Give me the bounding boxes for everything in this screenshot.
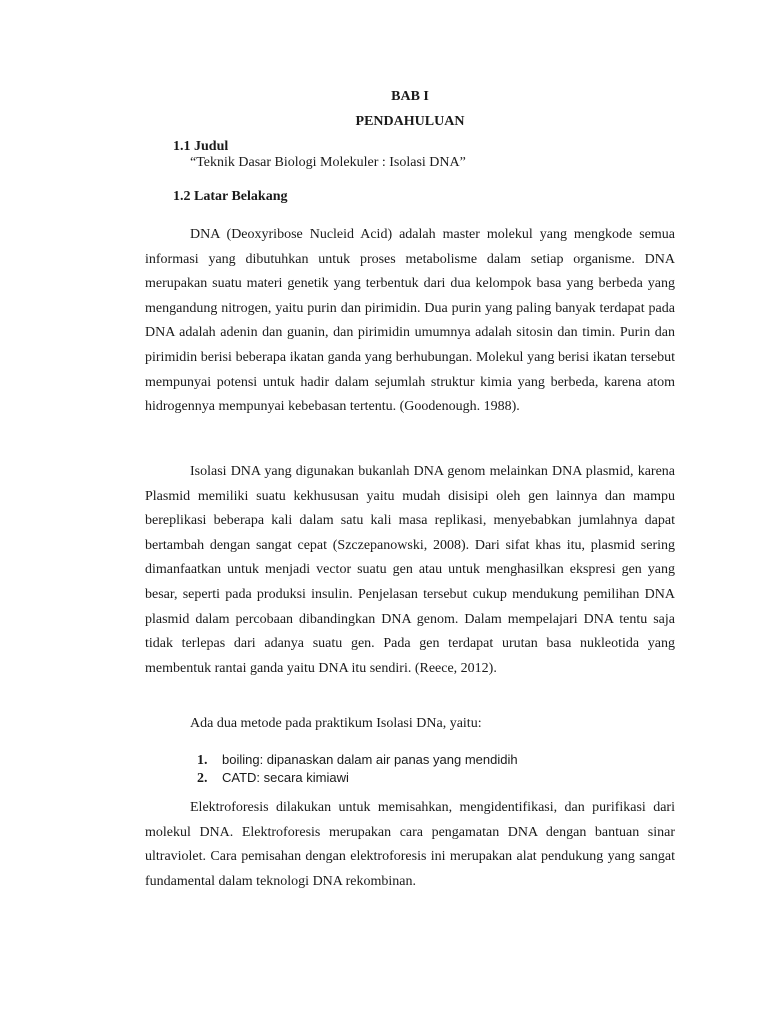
section-judul-text: “Teknik Dasar Biologi Molekuler : Isolasi DNA” — [190, 155, 466, 170]
methods-list — [197, 751, 518, 787]
paragraph-methods-intro: Ada dua metode pada praktikum Isolasi DNa, yaitu: — [190, 716, 482, 731]
paragraph-elektroforesis: Elektroforesis dilakukan untuk memisahkan, mengidentifikasi, dan purifikasi dari molekul DNA. Elektroforesis merupakan cara pengamatan DNA dengan bantuan sinar ultraviolet. Cara pemisahan dengan elektroforesis ini merupakan alat pendukung yang sangat fundamental dalam teknologi DNA rekombinan. — [145, 800, 675, 889]
method-number: 1. — [197, 753, 208, 768]
paragraph-dna-definition: DNA (Deoxyribose Nucleid Acid) adalah master molekul yang mengkode semua informasi yang dibutuhkan untuk proses metabolisme dalam setiap organisme. DNA merupakan suatu materi genetik yang terbentuk dari dua kelompok basa yang berbeda yang mengandung nitrogen, yaitu purin dan pirimidin. Dua purin yang paling banyak terdapat pada DNA adalah adenin dan guanin, dan pirimidin umumnya adalah sitosin dan timin. Purin dan pirimidin berisi beberapa ikatan ganda yang berhubungan. Molekul yang berisi ikatan tersebut mempunyai potensi untuk hadir dalam sejumlah struktur kimia yang berbeda, karena atom hidrogennya mempunyai kebebasan tertentu. (Goodenough. 1988). — [145, 227, 675, 415]
method-text: boiling: dipanaskan dalam air panas yang mendidih — [222, 752, 518, 767]
section-judul-heading: 1.1 Judul — [173, 139, 229, 154]
section-latar-heading: 1.2 Latar Belakang — [173, 189, 288, 204]
paragraph-isolasi-dna: Isolasi DNA yang digunakan bukanlah DNA genom melainkan DNA plasmid, karena Plasmid memiliki suatu kekhususan yaitu mudah disisipi oleh gen lainnya dan mampu bereplikasi beberapa kali dalam satu kali masa replikasi, menyebabkan jumlahnya dapat bertambah dengan sangat cepat (Szczepanowski, 2008). Dari sifat khas itu, plasmid sering dimanfaatkan untuk menjadi vector suatu gen atau untuk menghasilkan ekspresi gen yang besar, seperti pada produksi insulin. Penjelasan tersebut cukup mendukung pemilihan DNA plasmid dalam percobaan dibandingkan DNA genom. Dalam mempelajari DNA tentu saja tidak terlepas dari adanya suatu gen. Pada gen terdapat urutan basa nukleotida yang membentuk rantai ganda yaitu DNA itu sendiri. (Reece, 2012). — [145, 464, 675, 676]
method-item — [197, 769, 518, 787]
method-item — [197, 751, 518, 769]
chapter-title: PENDAHULUAN — [355, 114, 465, 129]
method-number: 2. — [197, 771, 208, 786]
method-text: CATD: secara kimiawi — [222, 770, 349, 785]
chapter-number: BAB I — [391, 89, 429, 104]
